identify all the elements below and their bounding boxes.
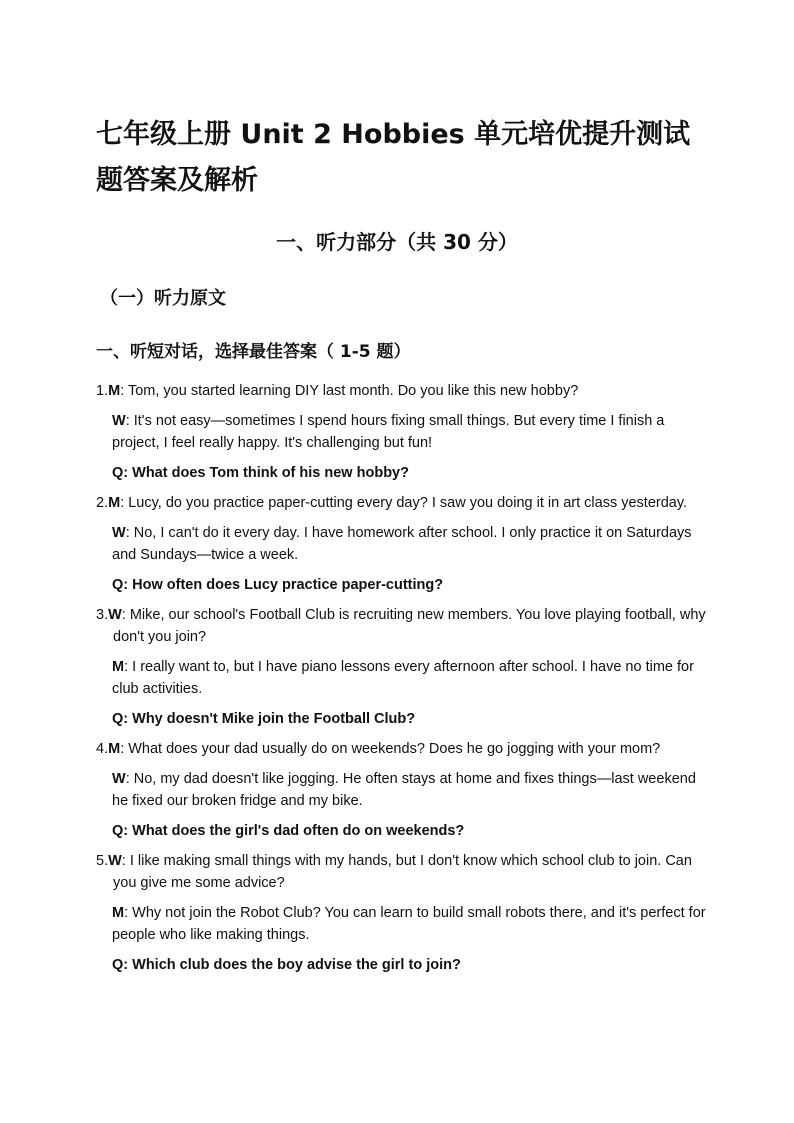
dialogue-text: : Tom, you started learning DIY last month. Do you like this new hobby? xyxy=(120,383,579,399)
dialogue-item xyxy=(96,850,706,976)
speaker-label: M xyxy=(112,659,125,675)
speaker-label: M xyxy=(112,905,125,921)
speaker-label: M xyxy=(108,741,121,757)
dialogue-item xyxy=(96,380,706,484)
dialogue-line-2 xyxy=(96,410,706,454)
dialogue-list xyxy=(96,380,706,984)
dialogue-line-2 xyxy=(96,902,706,946)
dialogue-line-1 xyxy=(96,380,706,402)
dialogue-text: : I really want to, but I have piano lessons every afternoon after school. I have no time for club activities. xyxy=(112,659,694,697)
speaker-label: W xyxy=(108,607,122,623)
dialogue-line-2 xyxy=(96,768,706,812)
dialogue-line-1 xyxy=(96,492,706,514)
item-number: 2. xyxy=(96,495,109,511)
document-title: 七年级上册 Unit 2 Hobbies 单元培优提升测试题答案及解析 xyxy=(96,119,691,196)
item-number: 4. xyxy=(96,741,109,757)
speaker-label: W xyxy=(108,853,122,869)
dialogue-line-1 xyxy=(96,850,706,894)
speaker-label: M xyxy=(108,495,121,511)
dialogue-text: : What does your dad usually do on weekends? Does he go jogging with your mom? xyxy=(120,741,661,757)
dialogue-text: : I like making small things with my hands, but I don't know which school club to join. Can you give me some advice? xyxy=(113,853,692,891)
dialogue-line-1 xyxy=(96,738,706,760)
item-number: 1. xyxy=(96,383,109,399)
dialogue-line-1 xyxy=(96,604,706,648)
dialogue-item xyxy=(96,492,706,596)
dialogue-text: : Mike, our school's Football Club is recruiting new members. You love playing football, why don't you join? xyxy=(113,607,706,645)
item-number: 5. xyxy=(96,853,109,869)
dialogue-text: : Lucy, do you practice paper-cutting every day? I saw you doing it in art class yesterday. xyxy=(120,495,688,511)
dialogue-item xyxy=(96,738,706,842)
speaker-label: W xyxy=(112,771,126,787)
question-text: Q: Which club does the boy advise the girl to join? xyxy=(112,957,461,973)
dialogue-item xyxy=(96,604,706,730)
question-text: Q: What does Tom think of his new hobby? xyxy=(112,465,409,481)
dialogue-line-2 xyxy=(96,522,706,566)
dialogue-text: : It's not easy—sometimes I spend hours fixing small things. But every time I finish a project, I feel really happy. It's challenging but fun! xyxy=(112,413,665,451)
dialogue-line-2 xyxy=(96,656,706,700)
speaker-label: M xyxy=(108,383,121,399)
question-text: Q: How often does Lucy practice paper-cutting? xyxy=(112,577,444,593)
item-number: 3. xyxy=(96,607,109,623)
dialogue-text: : No, my dad doesn't like jogging. He often stays at home and fixes things—last weekend he fixed our broken fridge and my bike. xyxy=(112,771,696,809)
dialogue-text: : No, I can't do it every day. I have homework after school. I only practice it on Saturdays and Sundays—twice a week. xyxy=(112,525,692,563)
part-heading: 一、听短对话，选择最佳答案（ 1-5 题） xyxy=(96,342,411,362)
dialogue-text: : Why not join the Robot Club? You can learn to build small robots there, and it's perfect for people who like making things. xyxy=(112,905,706,943)
speaker-label: W xyxy=(112,525,126,541)
question-text: Q: What does the girl's dad often do on weekends? xyxy=(112,823,465,839)
question-text: Q: Why doesn't Mike join the Football Club? xyxy=(112,711,416,727)
speaker-label: W xyxy=(112,413,126,429)
sub-heading: （一）听力原文 xyxy=(100,288,226,309)
section-heading: 一、听力部分（共 30 分） xyxy=(276,230,518,254)
